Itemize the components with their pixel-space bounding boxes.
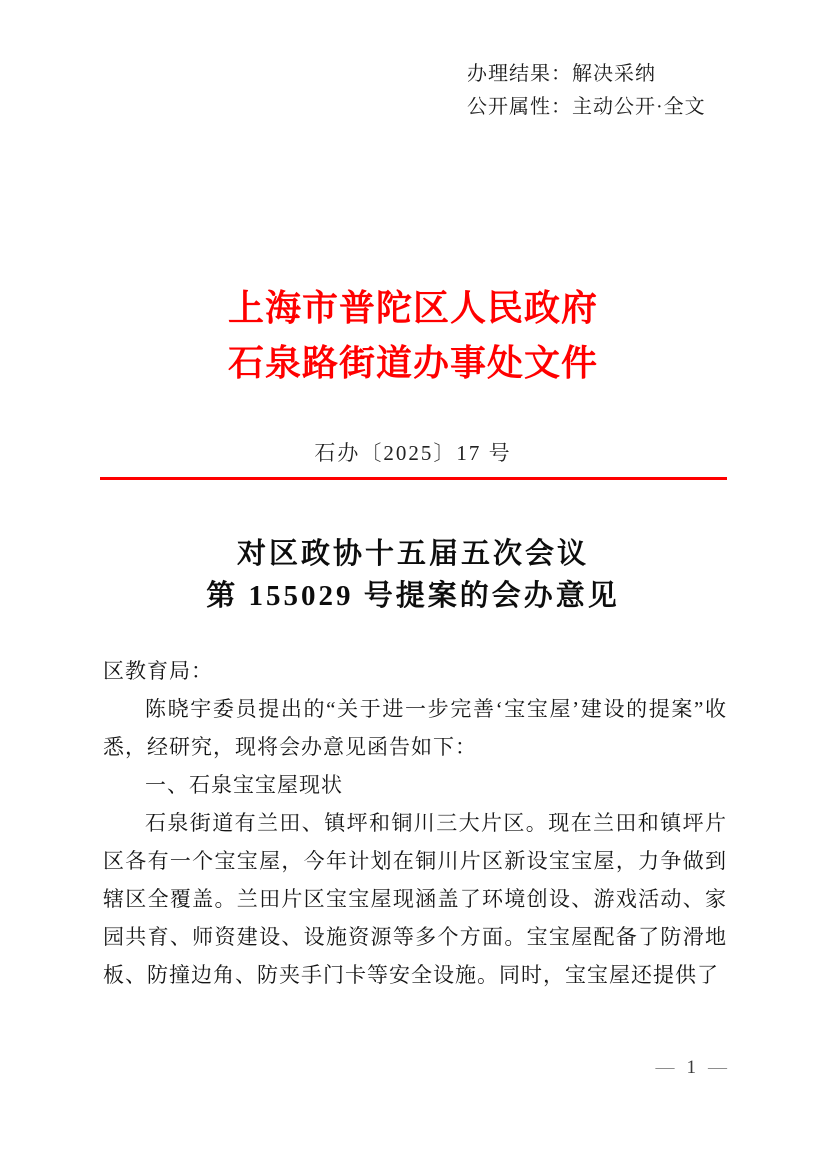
salutation: 区教育局：	[103, 659, 213, 683]
footer-right-dash: —	[708, 1057, 727, 1078]
page-footer	[656, 1057, 728, 1079]
header-meta	[467, 58, 706, 124]
handling-result-line: 办理结果：解决采纳	[467, 63, 656, 85]
publicity-attribute-line: 公开属性：主动公开·全文	[467, 96, 706, 118]
paragraph-section-heading: 一、石泉宝宝屋现状	[145, 773, 343, 797]
page-number: 1	[686, 1057, 696, 1078]
red-divider-line	[100, 477, 727, 480]
paragraph-intro: 陈晓宇委员提出的“关于进一步完善‘宝宝屋’建设的提案”收悉，经研究，现将会办意见函告如下：	[103, 697, 727, 759]
document-title-line-2: 第 155029 号提案的会办意见	[206, 580, 620, 612]
document-title-line-1: 对区政协十五届五次会议	[236, 538, 589, 570]
document-title	[0, 533, 826, 617]
issuing-org-line-1: 上海市普陀区人民政府	[227, 287, 598, 328]
paragraph-section-content: 石泉街道有兰田、镇坪和铜川三大片区。现在兰田和镇坪片区各有一个宝宝屋，今年计划在铜川片区新设宝宝屋，力争做到辖区全覆盖。兰田片区宝宝屋现涵盖了环境创设、游戏活动、家园共育、师资建设、设施资源等多个方面。宝宝屋配备了防滑地板、防撞边角、防夹手门卡等安全设施。同时，宝宝屋还提供了	[103, 811, 727, 987]
issuing-org-line-2: 石泉路街道办事处文件	[227, 342, 598, 383]
document-body	[103, 652, 727, 994]
red-letterhead	[0, 280, 826, 390]
document-number: 石办〔2025〕17 号	[314, 441, 512, 465]
footer-left-dash: —	[655, 1057, 675, 1078]
